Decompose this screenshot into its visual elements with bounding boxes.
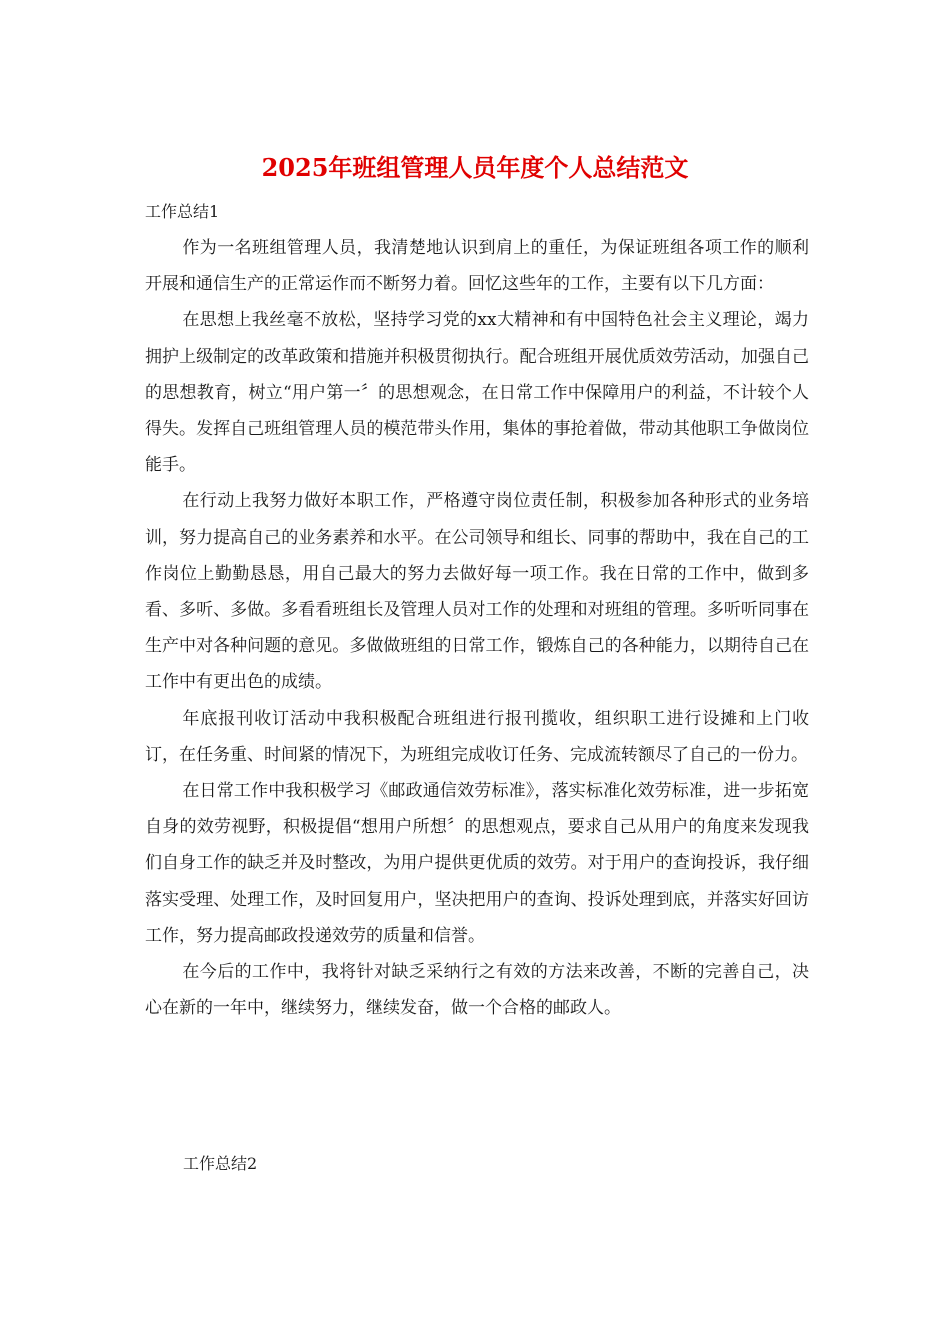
document-body — [145, 230, 809, 1026]
paragraph-1: 作为一名班组管理人员，我清楚地认识到肩上的重任，为保证班组各项工作的顺利开展和通信生产的正常运作而不断努力着。回忆这些年的工作，主要有以下几方面： — [145, 238, 809, 295]
document-title: 2025年班组管理人员年度个人总结范文 — [261, 153, 689, 182]
section-label-2: 工作总结2 — [183, 1154, 258, 1173]
paragraph-6: 在今后的工作中，我将针对缺乏采纳行之有效的方法来改善，不断的完善自己，决心在新的一年中，继续努力，继续发奋，做一个合格的邮政人。 — [145, 962, 809, 1019]
section-label-1: 工作总结1 — [145, 202, 220, 221]
paragraph-5: 在日常工作中我积极学习《邮政通信效劳标准》，落实标准化效劳标准，进一步拓宽自身的效劳视野，积极提倡“想用户所想〞的思想观点，要求自己从用户的角度来发现我们自身工作的缺乏并及时整改，为用户提供更优质的效劳。对于用户的查询投诉，我仔细落实受理、处理工作，及时回复用户，坚决把用户的查询、投诉处理到底，并落实好回访工作，努力提高邮政投递效劳的质量和信誉。 — [145, 781, 809, 946]
paragraph-2: 在思想上我丝毫不放松，坚持学习党的xx大精神和有中国特色社会主义理论，竭力拥护上级制定的改革政策和措施并积极贯彻执行。配合班组开展优质效劳活动，加强自己的思想教育，树立“用户第一〞的思想观念，在日常工作中保障用户的利益，不计较个人得失。发挥自己班组管理人员的模范带头作用，集体的事抢着做，带动其他职工争做岗位能手。 — [145, 310, 809, 476]
paragraph-4: 年底报刊收订活动中我积极配合班组进行报刊揽收，组织职工进行设摊和上门收订，在任务重、时间紧的情况下，为班组完成收订任务、完成流转额尽了自己的一份力。 — [145, 708, 809, 765]
paragraph-3: 在行动上我努力做好本职工作，严格遵守岗位责任制，积极参加各种形式的业务培训，努力提高自己的业务素养和水平。在公司领导和组长、同事的帮助中，我在自己的工作岗位上勤勤恳恳，用自己最大的努力去做好每一项工作。我在日常的工作中，做到多看、多听、多做。多看看班组长及管理人员对工作的处理和对班组的管理。多听听同事在生产中对各种问题的意见。多做做班组的日常工作，锻炼自己的各种能力，以期待自己在工作中有更出色的成绩。 — [145, 491, 809, 693]
